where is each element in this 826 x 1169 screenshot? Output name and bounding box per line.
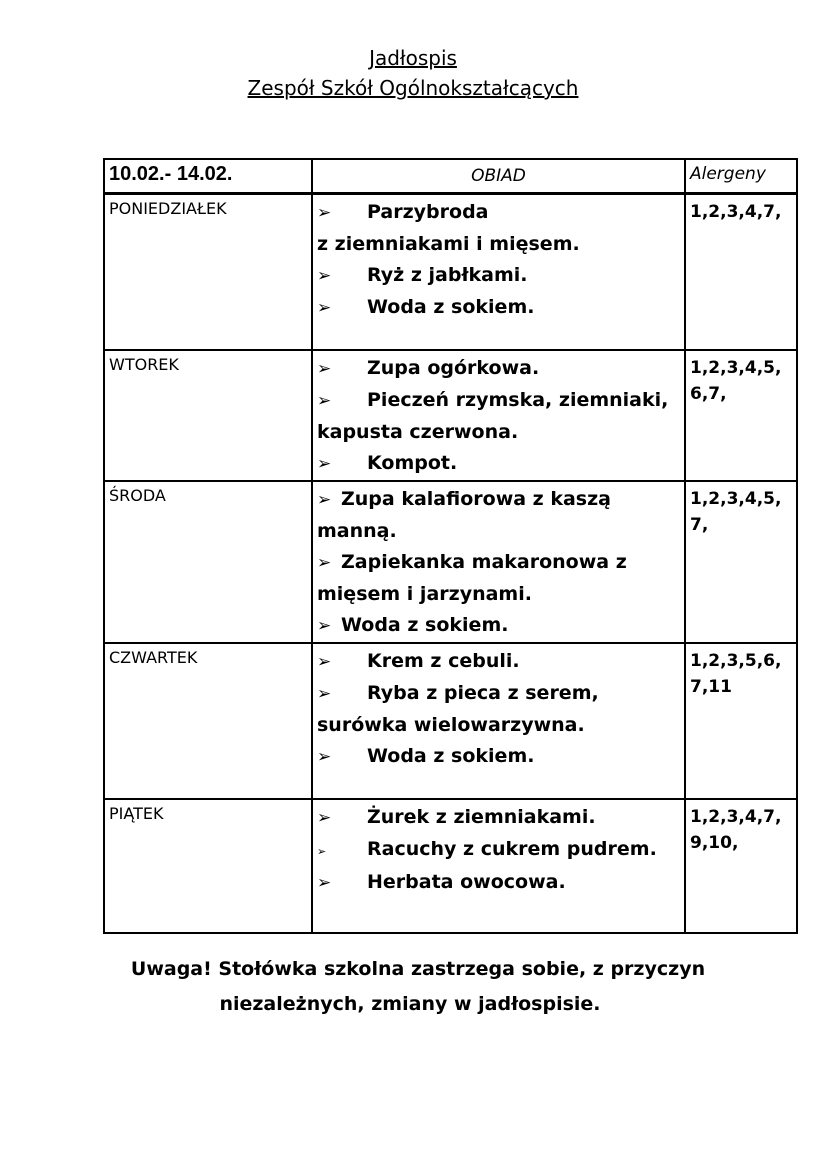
list-item: ➢ Woda z sokiem. xyxy=(317,292,680,324)
table-row xyxy=(104,643,797,799)
allergens-cell: 1,2,3,5,6,7,11 xyxy=(685,643,797,799)
date-range: 10.02.- 14.02. xyxy=(104,159,312,194)
list-item: ➢ Parzybroda xyxy=(317,197,680,229)
arrowhead-bullet-icon: ➢ xyxy=(317,203,332,223)
page-subtitle-block xyxy=(0,74,826,102)
dishes-cell xyxy=(312,481,685,643)
table-row xyxy=(104,799,797,933)
day-label: PIĄTEK xyxy=(104,799,312,933)
arrowhead-bullet-icon: ➢ xyxy=(317,807,332,828)
menu-table xyxy=(103,158,798,934)
allergens-cell: 1,2,3,4,5,7, xyxy=(685,481,797,643)
footer-note-line-1: Uwaga! Stołówka szkolna zastrzega sobie, z przyczyn xyxy=(130,958,706,980)
list-item: ➢ Woda z sokiem. xyxy=(317,610,680,642)
list-item: ➢ Żurek z ziemniakami. xyxy=(317,802,680,834)
day-label: PONIEDZIAŁEK xyxy=(104,194,312,350)
page-subtitle: Zespół Szkół Ogólnokształcących xyxy=(247,76,579,100)
column-header-allergens: Alergeny xyxy=(685,159,797,194)
arrowhead-bullet-icon: ➢ xyxy=(317,552,332,573)
arrowhead-bullet-icon: ➢ xyxy=(317,872,332,893)
dishes-cell xyxy=(312,194,685,350)
page-title: Jadłospis xyxy=(369,46,457,70)
table-row xyxy=(104,481,797,643)
day-label: WTOREK xyxy=(104,350,312,481)
allergens-cell: 1,2,3,4,5,6,7, xyxy=(685,350,797,481)
list-item-continuation: kapusta czerwona. xyxy=(317,420,519,443)
arrowhead-bullet-icon: ➢ xyxy=(317,615,332,636)
footer-note-line-2: niezależnych, zmiany w jadłospisie. xyxy=(219,993,601,1015)
list-item: ➢ Zapiekanka makaronowa z xyxy=(317,547,680,579)
column-header-obiad: OBIAD xyxy=(312,159,685,194)
list-item: ➢ Herbata owocowa. xyxy=(317,867,680,899)
dishes-cell xyxy=(312,799,685,933)
arrowhead-bullet-icon: ➢ xyxy=(317,683,332,704)
table-row xyxy=(104,350,797,481)
arrowhead-bullet-icon: ➢ xyxy=(317,844,327,858)
list-item: ➢ Racuchy z cukrem pudrem. xyxy=(317,834,680,867)
day-label: CZWARTEK xyxy=(104,643,312,799)
arrowhead-bullet-icon: ➢ xyxy=(317,651,332,672)
allergens-cell: 1,2,3,4,7, xyxy=(685,194,797,350)
list-item: ➢ Zupa kalafiorowa z kaszą xyxy=(317,484,680,516)
arrowhead-bullet-icon: ➢ xyxy=(317,266,332,286)
arrowhead-bullet-icon: ➢ xyxy=(317,746,332,767)
arrowhead-bullet-icon: ➢ xyxy=(317,489,332,510)
dishes-cell xyxy=(312,643,685,799)
list-item: ➢ Ryż z jabłkami. xyxy=(317,260,680,292)
list-item: ➢ Krem z cebuli. xyxy=(317,646,680,678)
list-item-continuation: manną. xyxy=(317,519,397,542)
list-item-continuation: surówka wielowarzywna. xyxy=(317,713,585,736)
page-title-block xyxy=(0,44,826,72)
arrowhead-bullet-icon: ➢ xyxy=(317,390,332,411)
table-row xyxy=(104,194,797,350)
list-item: ➢ Pieczeń rzymska, ziemniaki, xyxy=(317,385,680,417)
arrowhead-bullet-icon: ➢ xyxy=(317,358,332,379)
list-item: ➢ Kompot. xyxy=(317,448,680,480)
arrowhead-bullet-icon: ➢ xyxy=(317,298,332,318)
list-item: ➢ Woda z sokiem. xyxy=(317,741,680,773)
list-item-continuation: mięsem i jarzynami. xyxy=(317,582,532,605)
list-item: ➢ Zupa ogórkowa. xyxy=(317,353,680,385)
table-header-row xyxy=(104,159,797,194)
arrowhead-bullet-icon: ➢ xyxy=(317,453,332,474)
day-label: ŚRODA xyxy=(104,481,312,643)
allergens-cell: 1,2,3,4,7,9,10, xyxy=(685,799,797,933)
dishes-cell xyxy=(312,350,685,481)
list-item: ➢ Ryba z pieca z serem, xyxy=(317,678,680,710)
list-item-continuation: z ziemniakami i mięsem. xyxy=(317,233,580,255)
